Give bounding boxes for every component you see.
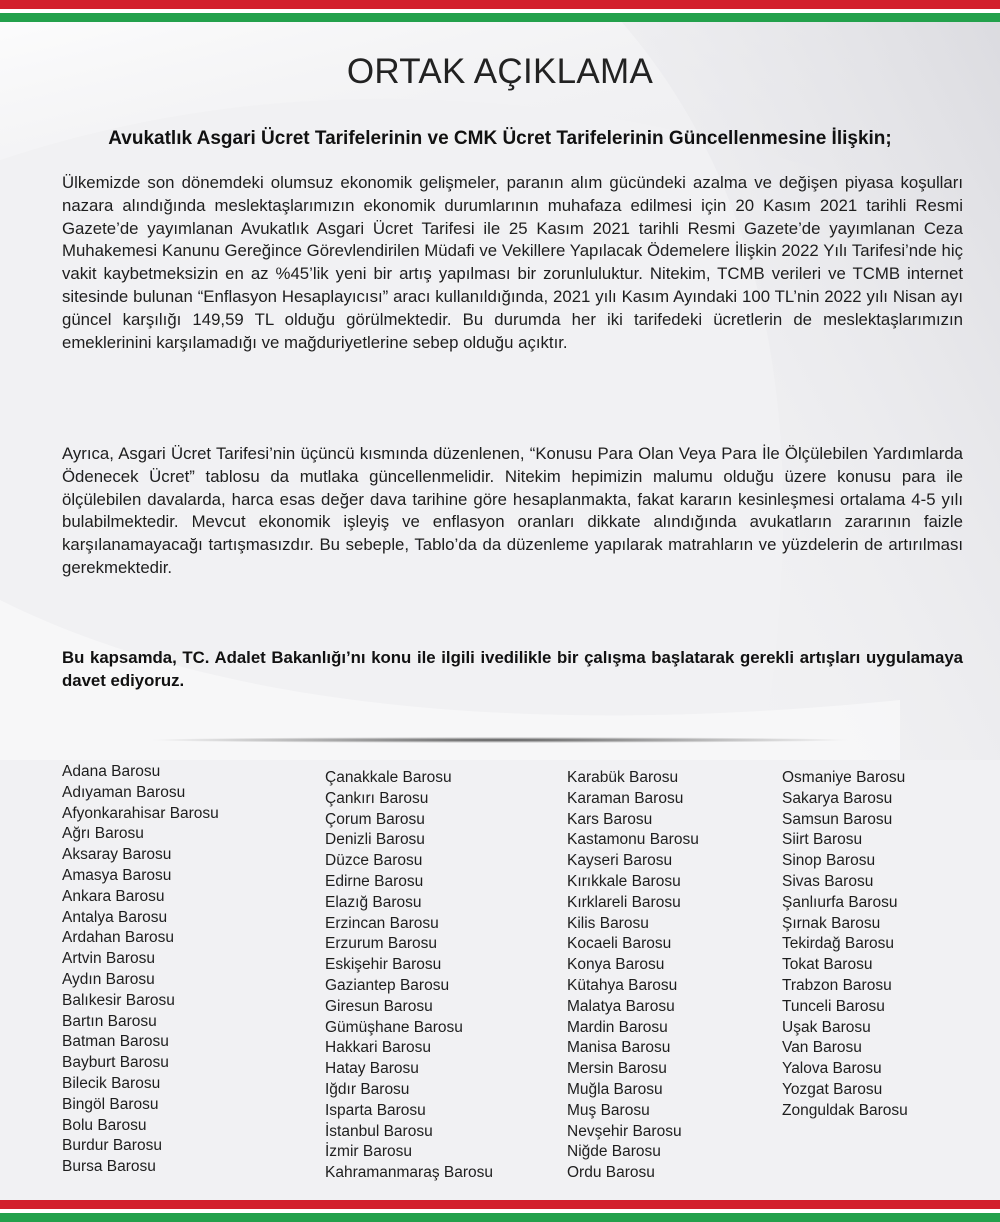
list-item: Samsun Barosu bbox=[782, 810, 893, 828]
list-item: Tunceli Barosu bbox=[782, 997, 885, 1015]
list-item: Aydın Barosu bbox=[62, 970, 155, 988]
list-item: Sinop Barosu bbox=[782, 852, 876, 870]
list-item: Mardin Barosu bbox=[567, 1018, 668, 1036]
list-item: Kırıkkale Barosu bbox=[567, 872, 681, 890]
list-item: Bolu Barosu bbox=[62, 1116, 147, 1134]
list-item: Giresun Barosu bbox=[325, 997, 433, 1015]
list-item: Burdur Barosu bbox=[62, 1137, 162, 1155]
list-item: Çanakkale Barosu bbox=[325, 769, 452, 786]
list-item: Kilis Barosu bbox=[567, 914, 649, 932]
list-item: Van Barosu bbox=[782, 1039, 862, 1057]
list-item: Ağrı Barosu bbox=[62, 825, 144, 843]
list-item: Yozgat Barosu bbox=[782, 1080, 883, 1098]
list-item: Ankara Barosu bbox=[62, 887, 165, 905]
list-item: Kocaeli Barosu bbox=[567, 935, 672, 953]
list-item: Erzurum Barosu bbox=[325, 935, 437, 953]
list-item: Manisa Barosu bbox=[567, 1039, 671, 1057]
list-item: Bursa Barosu bbox=[62, 1158, 156, 1176]
list-item: Bingöl Barosu bbox=[62, 1095, 159, 1113]
list-item: İstanbul Barosu bbox=[325, 1122, 433, 1140]
list-item: Kırklareli Barosu bbox=[567, 893, 681, 911]
list-item: Siirt Barosu bbox=[782, 831, 863, 849]
list-item: Hatay Barosu bbox=[325, 1060, 419, 1078]
list-item: Niğde Barosu bbox=[567, 1143, 661, 1161]
list-item: Kars Barosu bbox=[567, 810, 653, 828]
list-item: Kastamonu Barosu bbox=[567, 831, 699, 849]
paragraph-tariff-table: Ayrıca, Asgari Ücret Tarifesi’nin üçüncü kısmında düzenlenen, “Konusu Para Olan Veya Para İle Ölçülebilen Yardımlarda Ödenecek Ücret” tablosu da mutlaka güncellenmelidir. Nitekim hepimizin malumu olduğu üzere konusu para ile ölçülebilen davalarda, harca esas değer dava tarihine göre hesaplanmakta, fakat kararın kesinleşmesi ortalama 4-5 yılı bulabilmektedir. Mevcut ekonomik işleyiş ve enflasyon oranları dikkate alındığında avukatların zararının faizle karşılanamayacağı tartışmasızdır. Bu sebeple, Tablo’da da düzenleme yapılarak matrahların ve yüzdelerin de artırılması gerekmektedir. bbox=[62, 444, 963, 577]
list-item: Trabzon Barosu bbox=[782, 976, 892, 994]
list-item: Konya Barosu bbox=[567, 956, 665, 974]
list-item: Isparta Barosu bbox=[325, 1101, 426, 1119]
list-item: Iğdır Barosu bbox=[325, 1080, 410, 1098]
list-item: Bartın Barosu bbox=[62, 1012, 157, 1030]
list-item: Adıyaman Barosu bbox=[62, 783, 186, 801]
list-item: Kayseri Barosu bbox=[567, 852, 673, 870]
list-item: Çankırı Barosu bbox=[325, 789, 429, 807]
list-item: Afyonkarahisar Barosu bbox=[62, 804, 219, 822]
list-item: Sakarya Barosu bbox=[782, 789, 893, 807]
list-item: Batman Barosu bbox=[62, 1033, 169, 1051]
list-item: Kahramanmaraş Barosu bbox=[325, 1164, 493, 1182]
list-item: Artvin Barosu bbox=[62, 950, 156, 968]
list-item: Nevşehir Barosu bbox=[567, 1122, 682, 1140]
list-item: Ardahan Barosu bbox=[62, 929, 175, 947]
list-item: Sivas Barosu bbox=[782, 872, 874, 890]
list-item: Çorum Barosu bbox=[325, 810, 425, 828]
signatory-column-1 bbox=[62, 762, 219, 1178]
list-item: Malatya Barosu bbox=[567, 997, 675, 1015]
paragraph-economic-conditions: Ülkemizde son dönemdeki olumsuz ekonomik gelişmeler, paranın alım gücündeki azalma ve değişen piyasa koşulları nazara alındığında meslektaşlarımızın ekonomik durumlarının muhafaza edilmesi için 20 Kasım 2021 tarihli Resmi Gazete’de yayımlanan Avukatlık Asgari Ücret Tarifesi ile 25 Kasım 2021 tarihli Resmi Gazete’de yayımlanan Ceza Muhakemesi Kanunu Gereğince Görevlendirilen Müdafi ve Vekillere Yapılacak Ödemelere İlişkin 2022 Yılı Tarifesi’nde hiç vakit kaybetmeksizin en az %45’lik yeni bir artış yapılması bir zorunluluktur. Nitekim, TCMB verileri ve TCMB internet sitesinde bulunan “Enflasyon Hesaplayıcısı” aracı kullanıldığında, 2021 yılı Kasım Ayındaki 100 TL’nin 2022 yılı Nisan ayı güncel karşılığı 149,59 TL olduğu görülmektedir. Bu durumda her iki tarifedeki ücretlerin de meslektaşlarımızın emeklerinini karşılamadığı ve mağduriyetlerine sebep olduğu açıktır. bbox=[62, 173, 963, 352]
list-item: Gümüşhane Barosu bbox=[325, 1018, 463, 1036]
list-item: Ordu Barosu bbox=[567, 1164, 655, 1182]
signatory-column-3 bbox=[567, 768, 699, 1184]
list-item: Amasya Barosu bbox=[62, 866, 172, 884]
list-item: Tokat Barosu bbox=[782, 956, 873, 974]
list-item: Muğla Barosu bbox=[567, 1080, 663, 1098]
list-item: Şanlıurfa Barosu bbox=[782, 893, 898, 911]
list-item: Gaziantep Barosu bbox=[325, 976, 450, 994]
section-divider bbox=[150, 735, 850, 745]
list-item: Edirne Barosu bbox=[325, 872, 424, 890]
list-item: Erzincan Barosu bbox=[325, 914, 439, 932]
statement-subtitle: Avukatlık Asgari Ücret Tarifelerinin ve CMK Ücret Tarifelerinin Güncellenmesine İlişkin; bbox=[108, 128, 892, 149]
signatory-column-2 bbox=[325, 768, 493, 1184]
list-item: Bilecik Barosu bbox=[62, 1074, 161, 1092]
list-item: Bayburt Barosu bbox=[62, 1054, 169, 1072]
list-item: Muş Barosu bbox=[567, 1101, 650, 1119]
list-item: Osmaniye Barosu bbox=[782, 769, 906, 786]
list-item: Denizli Barosu bbox=[325, 831, 425, 849]
list-item: Karaman Barosu bbox=[567, 789, 684, 807]
page-title: ORTAK AÇIKLAMA bbox=[346, 52, 654, 91]
paragraph-call-to-action: Bu kapsamda, TC. Adalet Bakanlığı’nı konu ile ilgili ivedilikle bir çalışma başlatarak gerekli artışları uygulamaya davet ediyoruz. bbox=[62, 648, 963, 690]
list-item: Uşak Barosu bbox=[782, 1018, 871, 1036]
list-item: Hakkari Barosu bbox=[325, 1039, 431, 1057]
list-item: Tekirdağ Barosu bbox=[782, 935, 895, 953]
bottom-flag-stripe bbox=[0, 1200, 1000, 1222]
signatory-column-4 bbox=[782, 768, 908, 1122]
list-item: Karabük Barosu bbox=[567, 769, 679, 786]
list-item: Balıkesir Barosu bbox=[62, 991, 175, 1009]
list-item: Elazığ Barosu bbox=[325, 893, 422, 911]
list-item: Mersin Barosu bbox=[567, 1060, 667, 1078]
list-item: Antalya Barosu bbox=[62, 908, 168, 926]
list-item: Adana Barosu bbox=[62, 763, 161, 780]
list-item: Zonguldak Barosu bbox=[782, 1101, 908, 1119]
top-flag-stripe bbox=[0, 0, 1000, 22]
list-item: İzmir Barosu bbox=[325, 1143, 412, 1161]
list-item: Yalova Barosu bbox=[782, 1060, 882, 1078]
list-item: Eskişehir Barosu bbox=[325, 956, 442, 974]
list-item: Kütahya Barosu bbox=[567, 976, 678, 994]
list-item: Şırnak Barosu bbox=[782, 914, 881, 932]
list-item: Düzce Barosu bbox=[325, 852, 423, 870]
list-item: Aksaray Barosu bbox=[62, 846, 172, 864]
